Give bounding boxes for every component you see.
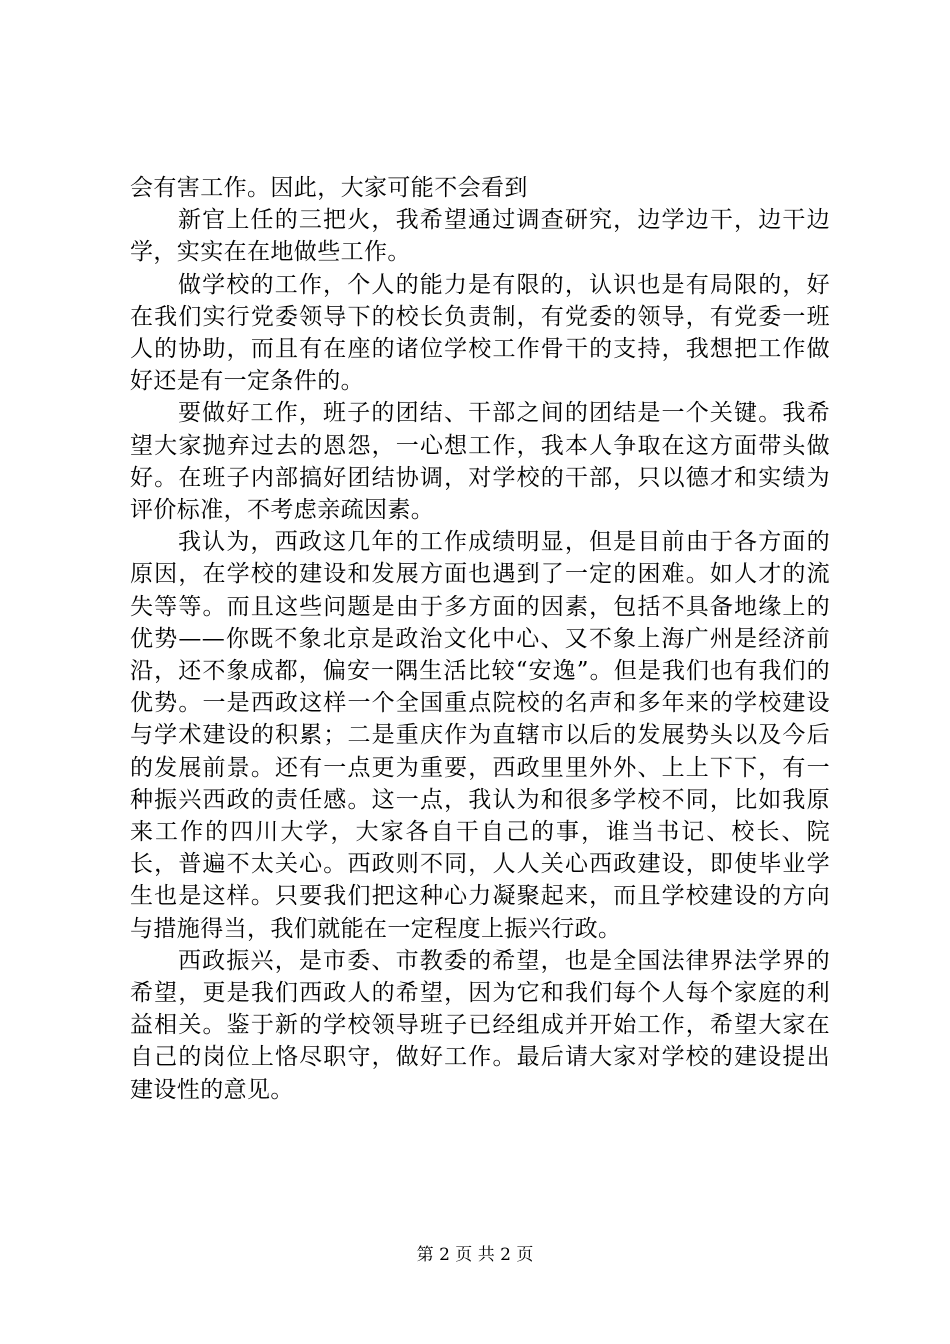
paragraph-2: 新官上任的三把火，我希望通过调查研究，边学边干，边干边学，实实在在地做些工作。: [130, 207, 830, 266]
paragraph-5: 我认为，西政这几年的工作成绩明显，但是目前由于各方面的原因，在学校的建设和发展方面也遇到了一定的困难。如人才的流失等等。而且这些问题是由于多方面的因素，包括不具备地缘上的优势——你既不象北京是政治文化中心、又不象上海广州是经济前沿，还不象成都，偏安一隅生活比较“安逸”。但是我们也有我们的优势。一是西政这样一个全国重点院校的名声和多年来的学校建设与学术建设的积累；二是重庆作为直辖市以后的发展势头以及今后的发展前景。还有一点更为重要，西政里里外外、上上下下，有一种振兴西政的责任感。这一点，我认为和很多学校不同，比如我原来工作的四川大学，大家各自干自己的事，谁当书记、校长、院长，普遍不太关心。西政则不同，人人关心西政建设，即使毕业学生也是这样。只要我们把这种心力凝聚起来，而且学校建设的方向与措施得当，我们就能在一定程度上振兴行政。: [130, 529, 830, 942]
paragraph-3: 做学校的工作，个人的能力是有限的，认识也是有局限的，好在我们实行党委领导下的校长负责制，有党委的领导，有党委一班人的协助，而且有在座的诸位学校工作骨干的支持，我想把工作做好还是有一定条件的。: [130, 271, 830, 395]
paragraph-6: 西政振兴，是市委、市教委的希望，也是全国法律界法学界的希望，更是我们西政人的希望，因为它和我们每个人每个家庭的利益相关。鉴于新的学校领导班子已经组成并开始工作，希望大家在自己的岗位上恪尽职守，做好工作。最后请大家对学校的建设提出建设性的意见。: [130, 947, 830, 1103]
paragraph-4: 要做好工作，班子的团结、干部之间的团结是一个关键。我希望大家抛弃过去的恩怨，一心想工作，我本人争取在这方面带头做好。在班子内部搞好团结协调，对学校的干部，只以德才和实绩为评价标准，不考虑亲疏因素。: [130, 400, 830, 524]
page-footer: 第 2 页 共 2 页: [416, 1245, 534, 1265]
paragraph-1: 会有害工作。因此，大家可能不会看到: [130, 175, 528, 201]
document-body: [130, 172, 830, 1106]
